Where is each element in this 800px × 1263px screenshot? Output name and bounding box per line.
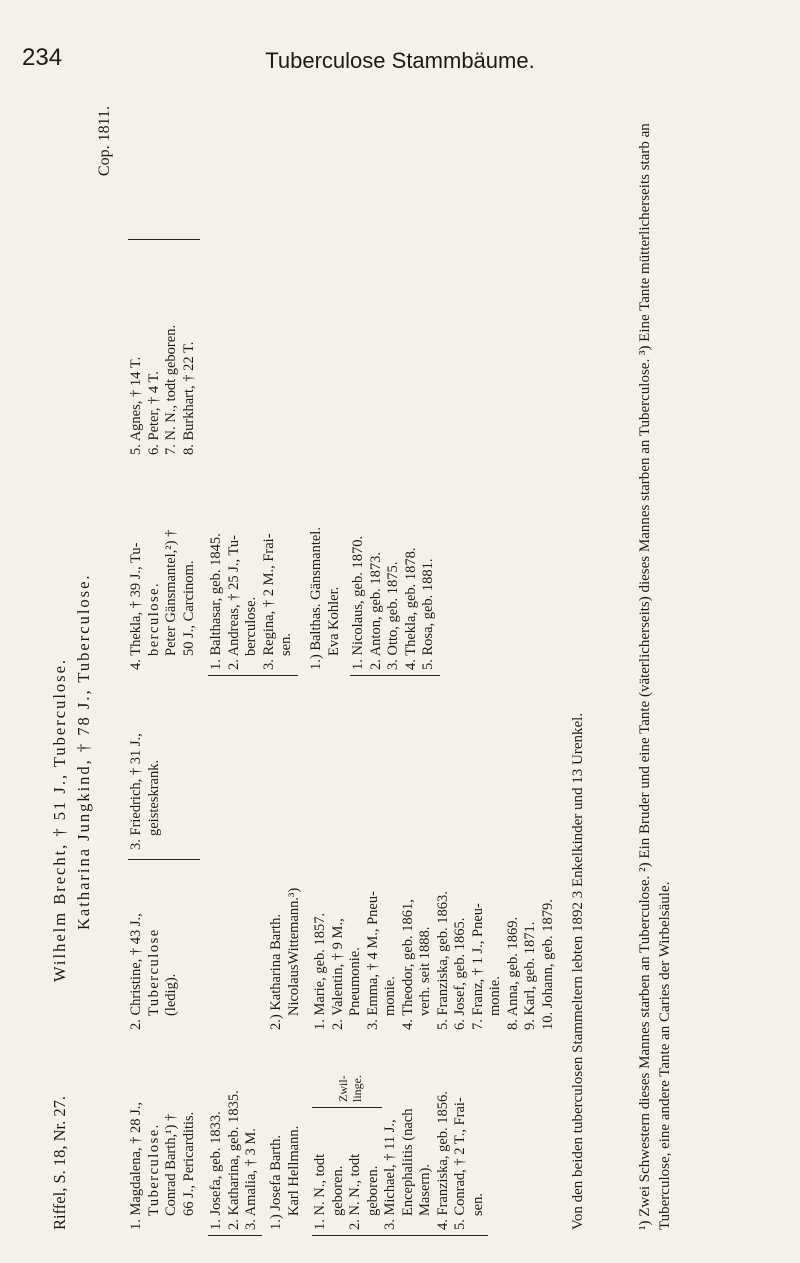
list-item: 1. Balthasar, geb. 1845. (208, 533, 224, 670)
list-item: 4. Thekla, geb. 1878. (402, 547, 419, 670)
child-thekla (128, 470, 198, 670)
list-item: Encephalitis (nach (399, 1108, 416, 1216)
page-number: 234 (22, 44, 63, 71)
list-item: Karl Hellmann. (285, 1125, 302, 1216)
list-item: 3. Regina, † 2 M., Frai- (260, 533, 277, 670)
list-item: geboren. (329, 1165, 346, 1216)
list-item: 5. Rosa, geb. 1881. (420, 558, 436, 670)
list-item: 1.) Josefa Barth. (268, 1134, 284, 1230)
child-christine (128, 860, 181, 1030)
list-item: verh. seit 1888. (417, 926, 433, 1016)
list-item: berculose. (145, 581, 162, 656)
list-item: 3. Michael, † 11 J., (382, 1119, 398, 1230)
bracket (208, 675, 298, 676)
thekla-children (208, 470, 296, 670)
list-item: (ledig). (163, 973, 179, 1016)
list-item: 2.) Katharina Barth. (268, 914, 284, 1030)
list-item: 5. Agnes, † 14 T. (128, 356, 144, 455)
bracket (128, 239, 200, 240)
list-item: 3. Amalia, † 3 M. (243, 1128, 259, 1230)
list-item: monie. (487, 976, 503, 1016)
list-item: Conrad Barth,¹) † (163, 1113, 179, 1216)
list-item: 2. Valentin, † 9 M., (329, 918, 346, 1030)
list-item: 4. Theodor, geb. 1861, (399, 899, 416, 1030)
list-item: 3. Emma, † 4 M., Pneu- (364, 891, 381, 1030)
twins-label: Zwil- linge. (336, 1075, 364, 1102)
list-item: 2. Katharina, geb. 1835. (225, 1090, 242, 1230)
list-item: berculose. (243, 596, 259, 656)
balthasar-marriage (308, 470, 343, 670)
list-item: 5. Conrad, † 2 T., Frai- (452, 1097, 468, 1230)
parent-2: Katharina Jungkind, † 78 J., Tuberculose. (74, 573, 93, 930)
list-item: NicolausWittemann.³) (285, 887, 302, 1016)
list-item: 3. Friedrich, † 31 J., (128, 733, 144, 850)
list-item: 5. Franziska, geb. 1863. (434, 891, 451, 1030)
list-item: Pneumonie. (347, 947, 363, 1016)
list-item: Tuberculose (145, 928, 162, 1016)
list-item: 50 J., Carcinom. (180, 560, 197, 656)
list-item: Masern). (417, 1164, 433, 1216)
list-item: sen. (469, 1193, 486, 1216)
josefa-marriage (268, 1040, 303, 1230)
list-item: 1.) Balthas. Gänsmantel. (308, 527, 324, 670)
magdalena-children (208, 1040, 261, 1230)
list-item: 1. Magdalena, † 28 J., (128, 1101, 144, 1230)
list-item: 6. Peter, † 4 T. (145, 371, 162, 455)
bracket (128, 859, 200, 860)
list-item: 7. Franz, † 1 J., Pneu- (469, 903, 486, 1030)
list-item: 8. Anna, geb. 1869. (504, 916, 521, 1030)
katharina-marriage (268, 840, 303, 1030)
child-magdalena (128, 1040, 198, 1230)
balthasar-children (350, 470, 438, 670)
footnotes: ¹) Zwei Schwestern dieses Mannes starben an Tuberculose. ²) Ein Bruder und eine Tante (väterlicherseits) dieses Mannes starben an Tuberculose. ³) Eine Tante mütterlicherseits starb an Tuberculose, eine andere Tante an Caries der Wirbelsäule. (637, 123, 673, 1230)
list-item: Eva Kohler. (325, 586, 342, 656)
running-title: Tuberculose Stammbäume. (265, 48, 535, 73)
list-item: 7. N. N., todt geboren. (163, 324, 179, 455)
parent-1: Wilhelm Brecht, † 51 J., Tuberculose. (50, 657, 69, 982)
children-5-to-8 (128, 255, 198, 455)
list-item: sen. (278, 633, 294, 656)
list-item: 4. Franziska, geb. 1856. (434, 1091, 451, 1230)
list-item: 3. Otto, geb. 1875. (385, 561, 401, 670)
katharina-children (312, 840, 557, 1030)
list-item: 8. Burkhart, † 22 T. (180, 341, 197, 455)
list-item: 2. Andreas, † 25 J., Tu- (225, 535, 242, 670)
list-item: 66 J., Pericarditis. (180, 1111, 197, 1216)
summary-line: Von den beiden tuberculosen Stammeltern lebten 1892 3 Enkelkinder und 13 Urenkel. (570, 712, 586, 1230)
list-item: 2. N. N., todt (347, 1153, 363, 1230)
source-reference: Riffel, S. 18, Nr. 27. (50, 1096, 69, 1230)
bracket (312, 1235, 488, 1236)
list-item: 9. Karl, geb. 1871. (522, 921, 538, 1030)
list-item: 4. Thekla, † 39 J., Tu- (128, 542, 144, 670)
list-item: geisteskrank. (145, 759, 162, 836)
list-item: Peter Gänsmantel,²) † (163, 529, 179, 656)
list-item: 10. Johann, geb. 1879. (539, 899, 556, 1030)
bracket (350, 675, 440, 676)
twins-bracket (312, 1107, 382, 1108)
list-item: 6. Josef, geb. 1865. (452, 917, 468, 1030)
list-item: 1. Marie, geb. 1857. (312, 912, 328, 1030)
list-item: geboren. (364, 1165, 381, 1216)
bracket (208, 1235, 262, 1236)
list-item: 2. Anton, geb. 1873. (367, 551, 384, 670)
list-item: 1. Nicolaus, geb. 1870. (350, 535, 366, 670)
list-item: 2. Christine, † 43 J., (128, 913, 144, 1030)
list-item: Tuberculose. (145, 1123, 162, 1216)
child-friedrich (128, 690, 163, 850)
list-item: 1. N. N., todt (312, 1153, 328, 1230)
list-item: monie. (382, 976, 398, 1016)
marriage-year: Cop. 1811. (96, 106, 113, 177)
list-item: 1. Josefa, geb. 1833. (208, 1111, 224, 1230)
rotated-pedigree (50, 100, 750, 1230)
